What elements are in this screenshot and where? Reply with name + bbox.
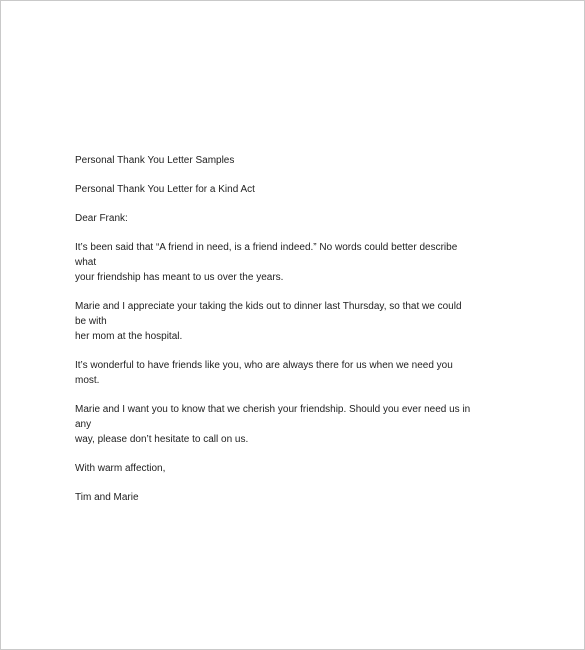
- paragraph-1: [75, 240, 475, 285]
- paragraph-4-line-2: way, please don’t hesitate to call on us.: [75, 434, 249, 445]
- document-subtitle: Personal Thank You Letter for a Kind Act: [75, 184, 255, 195]
- closing: With warm affection,: [75, 463, 166, 474]
- paragraph-3-line-1: It’s wonderful to have friends like you, who are always there for us when we need you most.: [75, 360, 453, 386]
- letter-body: [75, 153, 475, 519]
- paragraph-2-line-1: Marie and I appreciate your taking the kids out to dinner last Thursday, so that we could be with: [75, 301, 462, 327]
- salutation: Dear Frank:: [75, 213, 128, 224]
- paragraph-1-line-1: It’s been said that “A friend in need, is a friend indeed.” No words could better describe what: [75, 242, 458, 268]
- paragraph-4-line-1: Marie and I want you to know that we cherish your friendship. Should you ever need us in any: [75, 404, 471, 430]
- paragraph-1-line-2: your friendship has meant to us over the years.: [75, 272, 284, 283]
- paragraph-4: [75, 402, 475, 447]
- document-title: Personal Thank You Letter Samples: [75, 155, 235, 166]
- paragraph-2: [75, 299, 475, 344]
- paragraph-3: [75, 358, 475, 388]
- paragraph-2-line-2: her mom at the hospital.: [75, 331, 183, 342]
- signature: Tim and Marie: [75, 492, 139, 503]
